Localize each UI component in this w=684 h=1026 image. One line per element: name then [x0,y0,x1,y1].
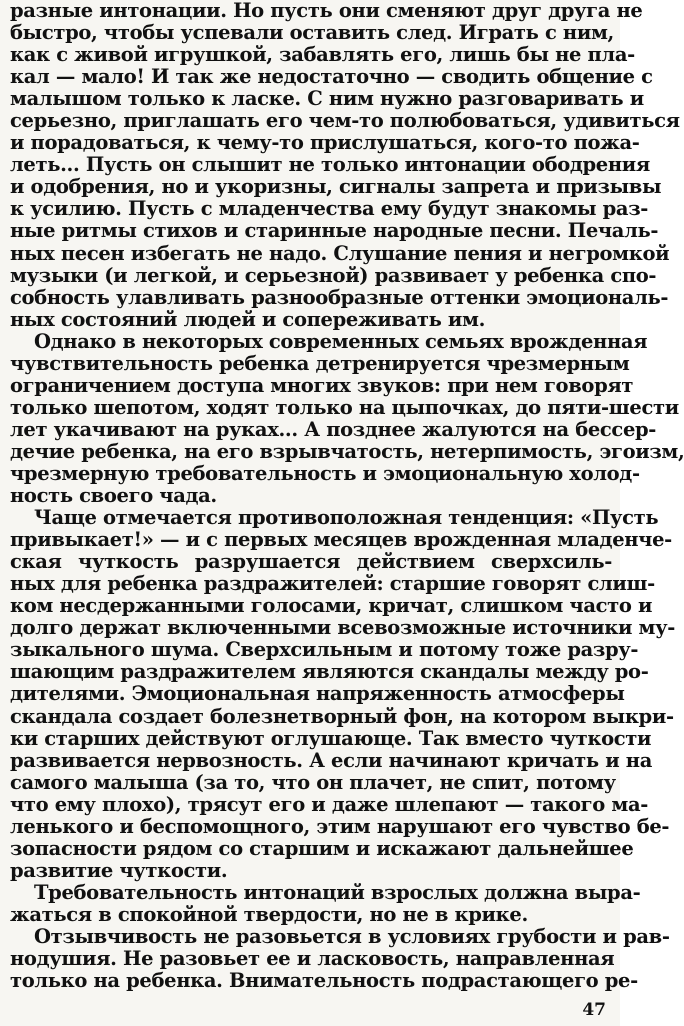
text-line: нодушия. Не разовьет ее и ласковость, направленная [10,947,615,971]
text-line: только шепотом, ходят только на цыпочках, до пяти-шести [10,395,679,419]
text-line: ская чуткость разрушается действием сверхсиль- [10,550,612,574]
text-line: как с живой игрушкой, забавлять его, лишь бы не пла- [10,43,635,67]
text-line: дечие ребенка, на его взрывчатость, нетерпимость, эгоизм, [10,439,684,463]
text-line: и одобрения, но и укоризны, сигналы запрета и призывы [10,175,662,199]
text-line: что ему плохо), трясут его и даже шлепают — такого ма- [10,792,648,816]
text-line: Чаще отмечается противоположная тенденция: «Пусть [34,506,659,530]
text-line: разные интонации. Но пусть они сменяют друг друга не [10,0,643,22]
text-line: кал — мало! И так же недостаточно — сводить общение с [10,65,653,89]
text-line: Требовательность интонаций взрослых должна выра- [34,880,641,904]
body-text [10,0,684,993]
text-line: шающим раздражителем являются скандалы между ро- [10,660,649,684]
text-line: и порадоваться, к чему-то прислушаться, кого-то пожа- [10,131,640,155]
text-line: чрезмерную требовательность и эмоциональную холод- [10,461,640,485]
text-line: Отзывчивость не разовьется в условиях грубости и рав- [34,924,670,948]
text-line: развивается нервозность. А если начинают кричать и на [10,748,653,772]
text-line: только на ребенка. Внимательность подрастающего ре- [10,969,638,993]
page-number: 47 [582,1000,606,1020]
text-line: чувствительность ребенка детренируется чрезмерным [10,351,630,375]
text-line: ность своего чада. [10,484,217,508]
text-line: музыки (и легкой, и серьезной) развивает у ребенка спо- [10,263,657,287]
text-line: ных песен избегать не надо. Слушание пения и негромкой [10,241,670,265]
text-line: леть... Пусть он слышит не только интонации ободрения [10,153,650,177]
text-line: малышом только к ласке. С ним нужно разговаривать и [10,87,644,111]
text-line: ных состояний людей и сопереживать им. [10,307,486,331]
text-line: собность улавливать разнообразные оттенки эмоциональ- [10,285,669,309]
text-line: ком несдержанными голосами, кричат, слишком часто и [10,594,653,618]
text-line: ограничением доступа многих звуков: при нем говорят [10,373,634,397]
text-line: привыкает!» — и с первых месяцев врожденная младенче- [10,528,672,552]
text-line: долго держат включенными всевозможные источники му- [10,616,675,640]
text-line: скандала создает болезнетворный фон, на котором выкри- [10,704,674,728]
text-line: ных для ребенка раздражителей: старшие говорят слиш- [10,572,655,596]
text-line: Однако в некоторых современных семьях врожденная [34,329,648,353]
text-line: дителями. Эмоциональная напряженность атмосферы [10,682,625,706]
text-line: лет укачивают на руках... А позднее жалуются на бессер- [10,417,657,441]
text-line: зыкального шума. Сверхсильным и потому тоже разру- [10,638,639,662]
text-line: самого малыша (за то, что он плачет, не спит, потому [10,770,616,794]
text-line: зопасности рядом со старшим и искажают дальнейшее [10,836,634,860]
text-line: серьезно, приглашать его чем-то полюбоваться, удивиться [10,109,680,133]
text-line: ки старших действуют оглушающе. Так вместо чуткости [10,726,652,750]
text-line: к усилию. Пусть с младенчества ему будут знакомы раз- [10,197,649,221]
text-line: быстро, чтобы успевали оставить след. Играть с ним, [10,21,614,45]
text-line: развитие чуткости. [10,858,228,882]
text-line: ленького и беспомощного, этим нарушают его чувство бе- [10,814,670,838]
text-line: жаться в спокойной твердости, но не в крике. [10,902,528,926]
text-line: ные ритмы стихов и старинные народные песни. Печаль- [10,219,659,243]
